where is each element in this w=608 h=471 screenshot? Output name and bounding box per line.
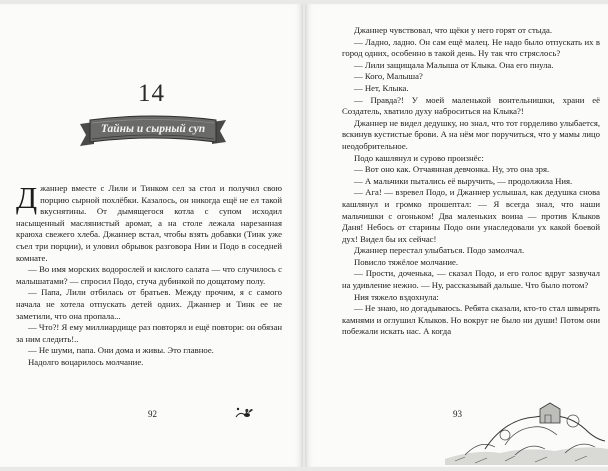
right-page (305, 4, 608, 467)
drop-cap: Д (16, 180, 38, 215)
paragraph: — Ладно, ладно. Он сам ещё малец. Не надо было отпускать их в город одних, особенно в такой день. Ну так что стряслось? (342, 36, 600, 59)
right-page-text (342, 25, 600, 338)
paragraph: — Во имя морских водорослей и кислого салата — что случилось с малышатами? — спросил Подо, стуча дубинкой по дощатому полу. (16, 264, 282, 286)
paragraph: — Нет, Клыка. (354, 82, 409, 93)
paragraph: — Лили защищала Малыша от Клыка. Она его пнула. (354, 59, 554, 70)
page-number: 92 (148, 409, 157, 419)
paragraph: Ния тяжело вздохнула: (354, 291, 439, 302)
paragraph: — Прости, доченька, — сказал Подо, и его голос вдруг зазвучал на удивление нежно. — Ну, рассказывай дальше. Что было потом? (342, 268, 600, 291)
landscape-sketch-icon (445, 389, 608, 465)
paragraph: Повисло тяжёлое молчание. (354, 256, 459, 267)
paragraph: Джаннер чувствовал, что щёки у него горят от стыда. (354, 25, 553, 35)
paragraph: — Не знаю, но догадываюсь. Ребята сказали, кто-то стал швырять камнями и оглушил Клыков. Но вокруг не было ни души! Потом они побежали искать нас. А когда (342, 303, 600, 337)
paragraph: — Правда?! У моей маленькой вонтельнишки, храни её Создатель, хватило духу наброситься на Клыка?! (342, 94, 600, 117)
paragraph: — Папа, Лили отбилась от братьев. Между прочим, я с самого начала не хотела отпускать детей одних. Джаннер и Тинк ее не заметили, что она пропала... (16, 287, 282, 321)
chapter-number: 14 (138, 80, 165, 107)
chapter-title: Тайны и сырный суп (100, 123, 206, 135)
paragraph: Надолго воцарилось молчание. (28, 356, 144, 367)
paragraph: — Не шуми, папа. Они дома и живы. Это главное. (28, 345, 214, 356)
left-page-text (16, 180, 282, 369)
paragraph: — Кого, Малыша? (354, 71, 423, 82)
left-page (0, 4, 303, 467)
paragraph: Подо кашлянул и сурово произнёс: (354, 152, 484, 163)
paragraph: — Вот оно как. Отчаянная девчонка. Ну, это она зря. (354, 164, 550, 175)
paragraph: Джаннер перестал улыбаться. Подо замолчал. (354, 245, 525, 256)
paragraph: Джаннер не видел дедушку, но знал, что тот горделиво улыбается, вскинув кустистые брови. А на нём мог поручиться, что у мамы лицо неодобрительное. (342, 117, 600, 151)
paragraph: — Ага! — взревел Подо, и Джаннер услышал, как дедушка снова кашлянул и громко прошептал: — Я всегда знал, что наши мальчишки с огоньком! Два маленьких воина — против Клыков Даня! Небось от старины Подо они унаследовали ух какой боевой дух! Видел бы их сейчас! (342, 187, 600, 244)
bee-ornament-icon (233, 405, 255, 421)
page-number: 93 (453, 409, 462, 419)
paragraph: — А мальчики пытались её выручить, — продолжила Ния. (354, 175, 573, 186)
paragraph: Джаннер вместе с Лили и Тинком сел за стол и получил свою порцию сырной похлёбки. Казалось, он никогда ещё не ел такой вкуснятины. От дымящегося котла с супом исходил насыщенный маслянистый аромат, а на столе лежала нарезанная краюха свежего хлеба. Джаннер встал, чтобы взять добавки (Тинк уже съел три порции), и уловил обрывок разговора Нии и Подо в соседней комнате. (16, 180, 282, 263)
paragraph: — Что?! Я ему миллиардище раз повторял и ещё повтори: он обязан за ним следить!.. (16, 322, 282, 344)
